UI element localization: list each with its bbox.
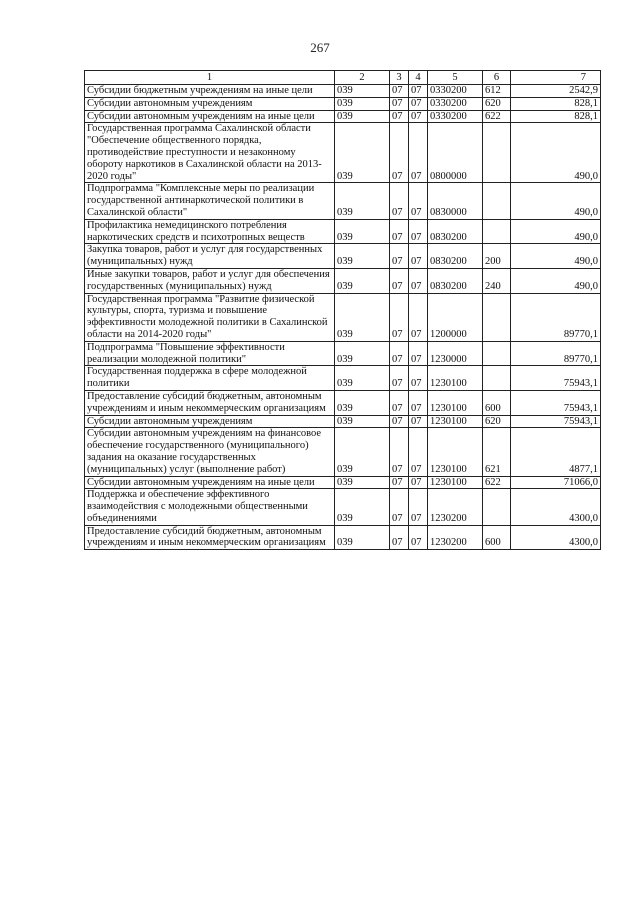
subsection-cell: 07 — [409, 366, 428, 391]
row-name-cell: Закупка товаров, работ и услуг для государственных (муниципальных) нужд — [85, 244, 335, 269]
expense-type-cell: 622 — [483, 476, 511, 489]
row-name-cell: Субсидии автономным учреждениям — [85, 415, 335, 428]
section-cell: 07 — [390, 390, 409, 415]
amount-cell: 828,1 — [511, 97, 601, 110]
target-article-cell: 1230100 — [428, 428, 483, 476]
amount-cell: 4300,0 — [511, 489, 601, 525]
target-article-cell: 1230200 — [428, 525, 483, 550]
row-name-cell: Поддержка и обеспечение эффективного взаимодействия с молодежными общественными объединениями — [85, 489, 335, 525]
admin-code-cell: 039 — [335, 123, 390, 183]
subsection-cell: 07 — [409, 293, 428, 341]
amount-cell: 75943,1 — [511, 366, 601, 391]
subsection-cell: 07 — [409, 244, 428, 269]
section-cell: 07 — [390, 183, 409, 219]
expense-type-cell: 600 — [483, 390, 511, 415]
amount-cell: 75943,1 — [511, 415, 601, 428]
table-row — [85, 97, 601, 110]
admin-code-cell: 039 — [335, 366, 390, 391]
subsection-cell: 07 — [409, 476, 428, 489]
target-article-cell: 0830200 — [428, 244, 483, 269]
admin-code-cell: 039 — [335, 244, 390, 269]
subsection-cell: 07 — [409, 390, 428, 415]
subsection-cell: 07 — [409, 123, 428, 183]
row-name-cell: Государственная программа "Развитие физической культуры, спорта, туризма и повышение эффективности молодежной политики в Сахалинской области на 2014-2020 годы" — [85, 293, 335, 341]
subsection-cell: 07 — [409, 428, 428, 476]
table-row — [85, 219, 601, 244]
amount-cell: 4300,0 — [511, 525, 601, 550]
section-cell: 07 — [390, 219, 409, 244]
expense-type-cell: 240 — [483, 268, 511, 293]
amount-cell: 490,0 — [511, 244, 601, 269]
admin-code-cell: 039 — [335, 525, 390, 550]
admin-code-cell: 039 — [335, 293, 390, 341]
section-cell: 07 — [390, 97, 409, 110]
section-cell: 07 — [390, 244, 409, 269]
section-cell: 07 — [390, 489, 409, 525]
table-row — [85, 390, 601, 415]
column-header: 2 — [335, 71, 390, 85]
table-row — [85, 415, 601, 428]
admin-code-cell: 039 — [335, 183, 390, 219]
target-article-cell: 1230100 — [428, 366, 483, 391]
amount-cell: 2542,9 — [511, 85, 601, 98]
section-cell: 07 — [390, 85, 409, 98]
subsection-cell: 07 — [409, 219, 428, 244]
amount-cell: 71066,0 — [511, 476, 601, 489]
row-name-cell: Иные закупки товаров, работ и услуг для обеспечения государственных (муниципальных) нужд — [85, 268, 335, 293]
amount-cell: 490,0 — [511, 183, 601, 219]
row-name-cell: Государственная программа Сахалинской области "Обеспечение общественного порядка, противодействие преступности и незаконному обороту наркотиков в Сахалинской области на 2013-2020 годы" — [85, 123, 335, 183]
admin-code-cell: 039 — [335, 476, 390, 489]
target-article-cell: 0830200 — [428, 268, 483, 293]
admin-code-cell: 039 — [335, 85, 390, 98]
admin-code-cell: 039 — [335, 110, 390, 123]
expense-type-cell — [483, 293, 511, 341]
admin-code-cell: 039 — [335, 97, 390, 110]
target-article-cell: 1230100 — [428, 390, 483, 415]
amount-cell: 490,0 — [511, 219, 601, 244]
table-row — [85, 525, 601, 550]
table-row — [85, 268, 601, 293]
table-row — [85, 244, 601, 269]
table-row — [85, 489, 601, 525]
amount-cell: 89770,1 — [511, 341, 601, 366]
admin-code-cell: 039 — [335, 428, 390, 476]
row-name-cell: Профилактика немедицинского потребления наркотических средств и психотропных веществ — [85, 219, 335, 244]
admin-code-cell: 039 — [335, 219, 390, 244]
section-cell: 07 — [390, 293, 409, 341]
row-name-cell: Субсидии бюджетным учреждениям на иные цели — [85, 85, 335, 98]
amount-cell: 4877,1 — [511, 428, 601, 476]
amount-cell: 89770,1 — [511, 293, 601, 341]
section-cell: 07 — [390, 428, 409, 476]
subsection-cell: 07 — [409, 97, 428, 110]
expense-type-cell: 620 — [483, 97, 511, 110]
target-article-cell: 0330200 — [428, 97, 483, 110]
expense-type-cell: 620 — [483, 415, 511, 428]
amount-cell: 828,1 — [511, 110, 601, 123]
section-cell: 07 — [390, 415, 409, 428]
row-name-cell: Подпрограмма "Комплексные меры по реализации государственной антинаркотической политики в Сахалинской области" — [85, 183, 335, 219]
column-header: 4 — [409, 71, 428, 85]
target-article-cell: 1230200 — [428, 489, 483, 525]
target-article-cell: 0830000 — [428, 183, 483, 219]
column-header: 5 — [428, 71, 483, 85]
column-header: 1 — [85, 71, 335, 85]
target-article-cell: 0830200 — [428, 219, 483, 244]
admin-code-cell: 039 — [335, 415, 390, 428]
row-name-cell: Государственная поддержка в сфере молодежной политики — [85, 366, 335, 391]
table-row — [85, 293, 601, 341]
column-header: 7 — [511, 71, 601, 85]
table-row — [85, 366, 601, 391]
subsection-cell: 07 — [409, 489, 428, 525]
admin-code-cell: 039 — [335, 341, 390, 366]
expense-type-cell: 600 — [483, 525, 511, 550]
table-body — [85, 85, 601, 550]
target-article-cell: 1200000 — [428, 293, 483, 341]
expense-type-cell: 200 — [483, 244, 511, 269]
budget-table — [84, 70, 601, 550]
subsection-cell: 07 — [409, 341, 428, 366]
subsection-cell: 07 — [409, 183, 428, 219]
expense-type-cell: 612 — [483, 85, 511, 98]
subsection-cell: 07 — [409, 110, 428, 123]
admin-code-cell: 039 — [335, 390, 390, 415]
expense-type-cell: 622 — [483, 110, 511, 123]
section-cell: 07 — [390, 110, 409, 123]
page-number: 267 — [310, 40, 330, 55]
amount-cell: 490,0 — [511, 268, 601, 293]
target-article-cell: 1230100 — [428, 415, 483, 428]
row-name-cell: Подпрограмма "Повышение эффективности реализации молодежной политики" — [85, 341, 335, 366]
row-name-cell: Предоставление субсидий бюджетным, автономным учреждениям и иным некоммерческим организациям — [85, 390, 335, 415]
expense-type-cell: 621 — [483, 428, 511, 476]
row-name-cell: Предоставление субсидий бюджетным, автономным учреждениям и иным некоммерческим организациям — [85, 525, 335, 550]
target-article-cell: 1230100 — [428, 476, 483, 489]
table-row — [85, 183, 601, 219]
row-name-cell: Субсидии автономным учреждениям — [85, 97, 335, 110]
table-row — [85, 476, 601, 489]
row-name-cell: Субсидии автономным учреждениям на иные цели — [85, 476, 335, 489]
header-row — [85, 71, 601, 85]
column-header: 3 — [390, 71, 409, 85]
row-name-cell: Субсидии автономным учреждениям на иные цели — [85, 110, 335, 123]
section-cell: 07 — [390, 123, 409, 183]
target-article-cell: 0330200 — [428, 110, 483, 123]
expense-type-cell — [483, 366, 511, 391]
amount-cell: 490,0 — [511, 123, 601, 183]
admin-code-cell: 039 — [335, 489, 390, 525]
table-row — [85, 110, 601, 123]
section-cell: 07 — [390, 268, 409, 293]
section-cell: 07 — [390, 476, 409, 489]
expense-type-cell — [483, 123, 511, 183]
subsection-cell: 07 — [409, 525, 428, 550]
admin-code-cell: 039 — [335, 268, 390, 293]
expense-type-cell — [483, 219, 511, 244]
table-row — [85, 341, 601, 366]
expense-type-cell — [483, 489, 511, 525]
target-article-cell: 0330200 — [428, 85, 483, 98]
expense-type-cell — [483, 183, 511, 219]
table-row — [85, 428, 601, 476]
table-row — [85, 85, 601, 98]
table-row — [85, 123, 601, 183]
target-article-cell: 1230000 — [428, 341, 483, 366]
subsection-cell: 07 — [409, 415, 428, 428]
amount-cell: 75943,1 — [511, 390, 601, 415]
section-cell: 07 — [390, 341, 409, 366]
section-cell: 07 — [390, 366, 409, 391]
expense-type-cell — [483, 341, 511, 366]
target-article-cell: 0800000 — [428, 123, 483, 183]
section-cell: 07 — [390, 525, 409, 550]
subsection-cell: 07 — [409, 268, 428, 293]
row-name-cell: Субсидии автономным учреждениям на финансовое обеспечение государственного (муниципального) задания на оказание государственных (муниципальных) услуг (выполнение работ) — [85, 428, 335, 476]
column-header: 6 — [483, 71, 511, 85]
subsection-cell: 07 — [409, 85, 428, 98]
